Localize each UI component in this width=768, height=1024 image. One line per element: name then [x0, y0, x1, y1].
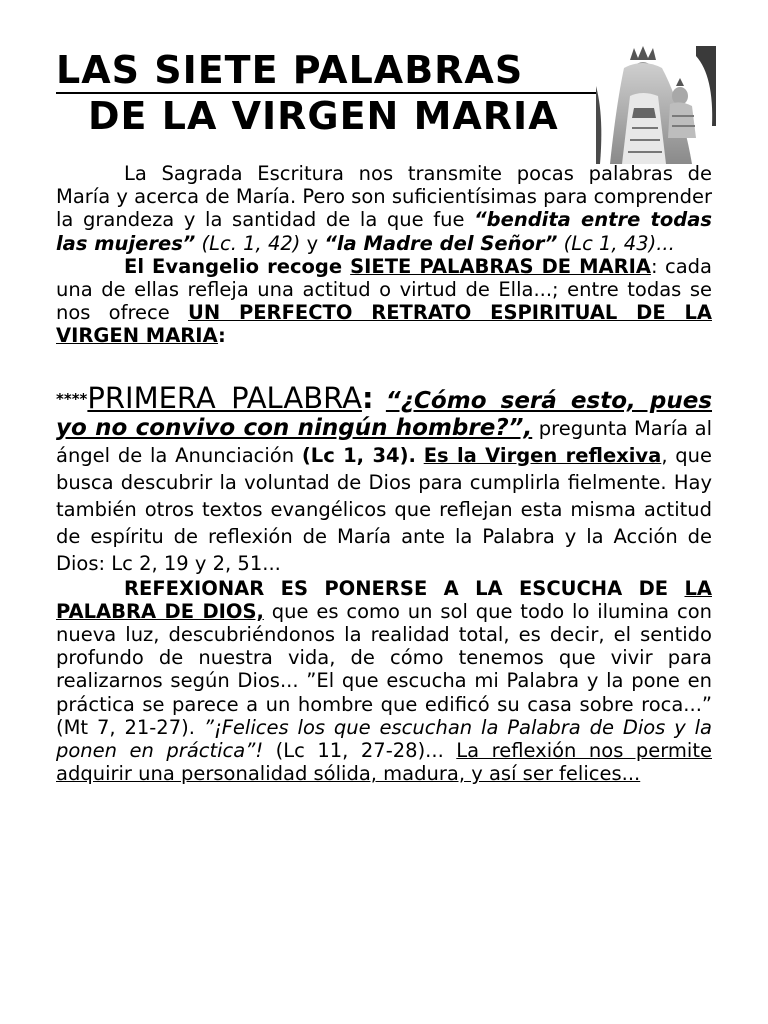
quote-como-sera-esto: “¿Cómo será esto, pues yo no convivo con ningún hombre?”, [56, 387, 713, 441]
intro-paragraph-2 [56, 255, 712, 348]
reference-lc-1-42: (Lc. 1, 42) [195, 231, 301, 255]
reflexionar-heading: REFEXIONAR ES PONERSE A LA ESCUCHA DE [124, 576, 685, 600]
title-line-1: LAS SIETE PALABRAS [56, 48, 708, 94]
intro-text: La Sagrada Escritura nos transmite pocas palabras de María y acerca de María. Pero son suficientísimas para comprender la grandeza y la santidad de la que fue [56, 162, 712, 232]
primera-text-b: , que busca descubrir la voluntad de Dios para cumplirla fielmente. Hay también otros textos evangélicos que reflejan esta misma actitud de espíritu de reflexión de María ante la Palabra y la Acción de Dios: Lc 2, 19 y 2, 51... [56, 443, 713, 575]
evangelio-text: El Evangelio recoge [124, 254, 351, 278]
virgin-mary-statue-icon [596, 46, 716, 168]
reference-lc-11: (Lc 11, 27-28)... [263, 739, 457, 763]
quote-felices: ”¡Felices los que escuchan la Palabra de Dios y la ponen en práctica”! [56, 715, 713, 763]
document-body [56, 162, 712, 785]
reference-lc-1-34: (Lc 1, 34). [301, 443, 416, 467]
primera-palabra-paragraph [56, 380, 713, 577]
quote-madre-del-senor: “la Madre del Señor” [324, 231, 558, 255]
intro-p2-text: : cada una de ellas refleja una actitud o virtud de Ella...; entre todas se nos ofrece [56, 254, 712, 325]
retrato-espiritual: UN PERFECTO RETRATO ESPIRITUAL DE LA VIRGEN MARIA [56, 301, 712, 348]
palabra-de-dios-heading: LA PALABRA DE DIOS, [56, 576, 712, 623]
reflexion-conclusion: La reflexión nos permite adquirir una personalidad sólida, madura, y así ser felices... [56, 739, 712, 786]
intro-paragraph-1 [56, 162, 712, 255]
stars-marker: **** [56, 389, 88, 408]
primera-palabra-heading: PRIMERA PALABRA [87, 380, 362, 415]
conjunction: y [300, 231, 325, 255]
spacer [416, 444, 424, 467]
siete-palabras-heading: SIETE PALABRAS DE MARIA [350, 254, 651, 278]
reference-lc-1-43: (Lc 1, 43)... [557, 231, 675, 255]
quote-bendita: “bendita entre todas las mujeres” [56, 208, 712, 255]
title-line-2: DE LA VIRGEN MARIA [88, 94, 559, 138]
heading-colon: : [361, 380, 374, 415]
reflexion-paragraph [56, 577, 712, 786]
intro-p2-colon: : [218, 324, 226, 348]
reflexion-text-a: que es como un sol que todo lo ilumina con nueva luz, descubriéndonos la realidad total, es decir, el sentido profundo de nuestra vida, de cómo tenemos que vivir para realizarnos según Dios... ”El que escucha mi Palabra y la pone en práctica se parece a un hombre que edificó su casa sobre roca...” (Mt 7, 21-27). [56, 599, 712, 739]
primera-text-a: pregunta María al ángel de la Anunciación [56, 416, 712, 467]
virgen-reflexiva: Es la Virgen reflexiva [423, 443, 662, 467]
